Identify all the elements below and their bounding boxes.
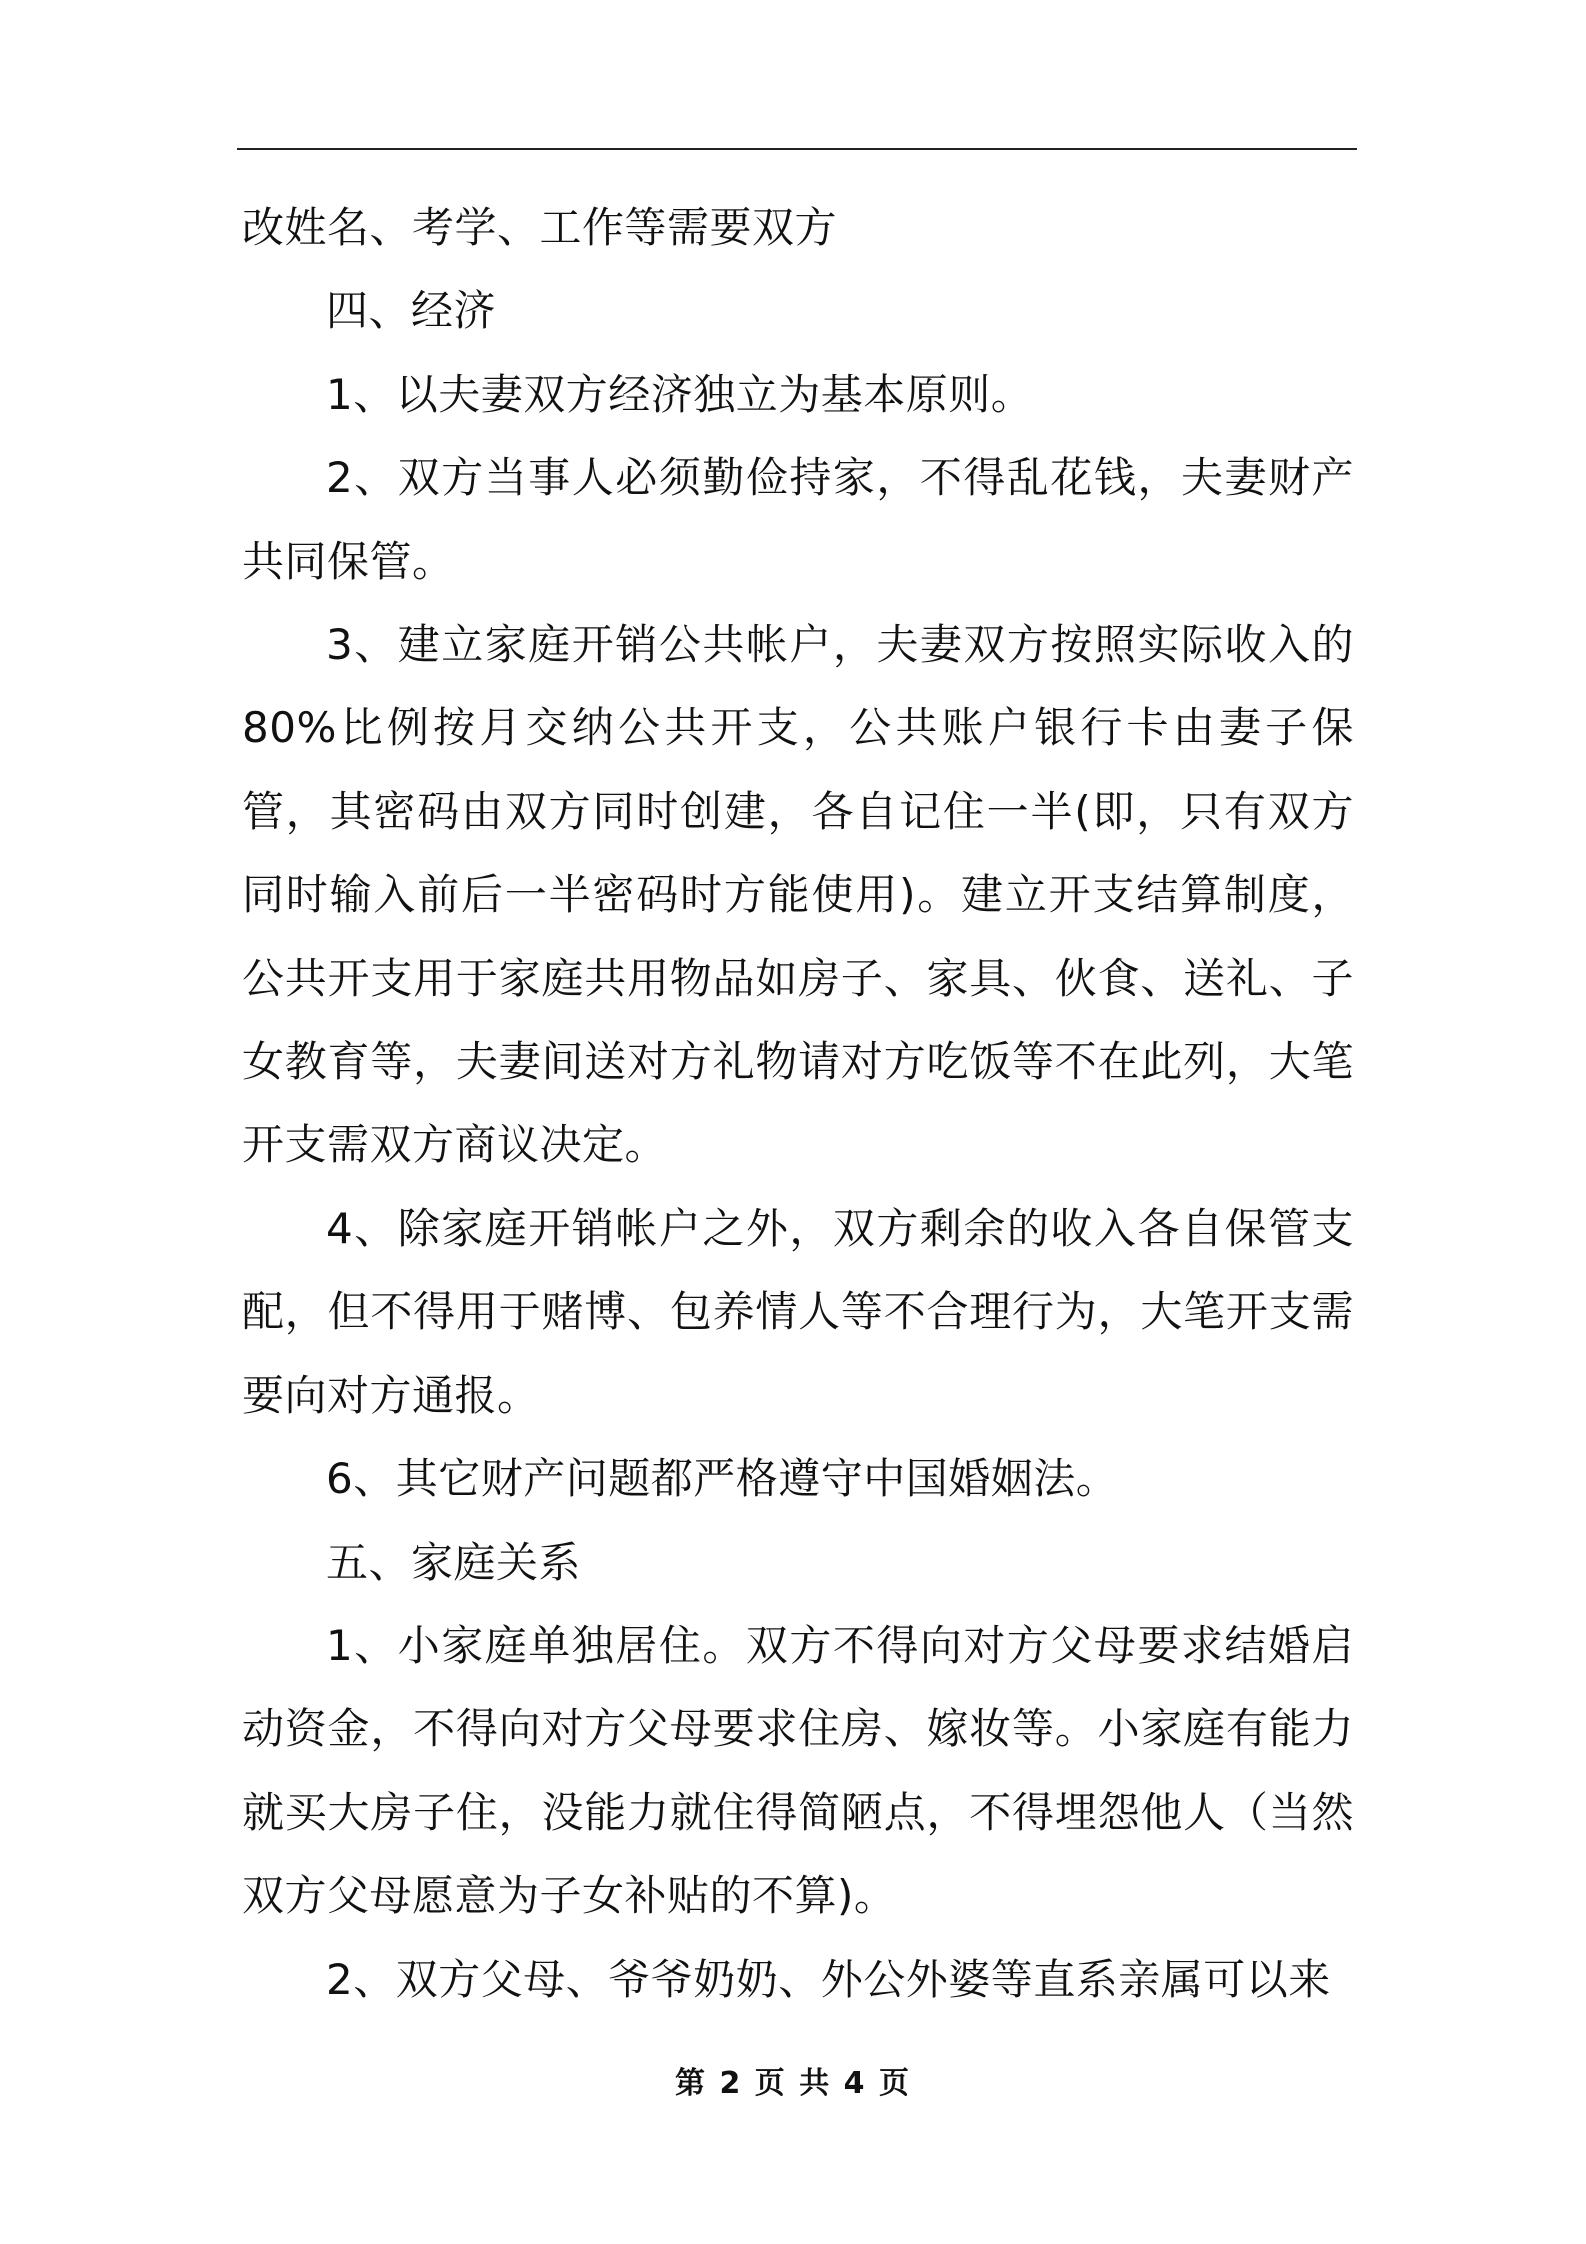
paragraph-continued: 改姓名、考学、工作等需要双方 [242,203,838,252]
paragraph-economy-2: 2、双方当事人必须勤俭持家，不得乱花钱，夫妻财产共同保管。 [242,453,1354,586]
paragraph-economy-1: 1、以夫妻双方经济独立为基本原则。 [326,369,1034,419]
paragraph-economy-4: 4、除家庭开销帐户之外，双方剩余的收入各自保管支配，但不得用于赌博、包养情人等不合理行为，大笔开支需要向对方通报。 [242,1203,1354,1420]
page-footer: 第 2 页 共 4 页 [675,2066,911,2101]
paragraph-family-1: 1、小家庭单独居住。双方不得向对方父母要求结婚启动资金，不得向对方父母要求住房、嫁妆等。小家庭有能力就买大房子住，没能力就住得简陋点，不得埋怨他人（当然双方父母愿意为子女补贴的不算)。 [242,1620,1354,1921]
paragraph-family-2: 2、双方父母、爷爷奶奶、外公外婆等直系亲属可以来 [326,1954,1331,2004]
header-rule [237,148,1357,150]
paragraph-economy-6: 6、其它财产问题都严格遵守中国婚姻法。 [326,1454,1119,1504]
section-heading-family: 五、家庭关系 [326,1537,582,1587]
paragraph-economy-3: 3、建立家庭开销公共帐户，夫妻双方按照实际收入的80%比例按月交纳公共开支，公共账户银行卡由妻子保管，其密码由双方同时创建，各自记住一半(即，只有双方同时输入前后一半密码时方能使用)。建立开支结算制度，公共开支用于家庭共用物品如房子、家具、伙食、送礼、子女教育等，夫妻间送对方礼物请对方吃饭等不在此列，大笔开支需双方商议决定。 [242,620,1354,1170]
document-body [242,186,1354,2021]
section-heading-economy: 四、经济 [326,286,497,336]
